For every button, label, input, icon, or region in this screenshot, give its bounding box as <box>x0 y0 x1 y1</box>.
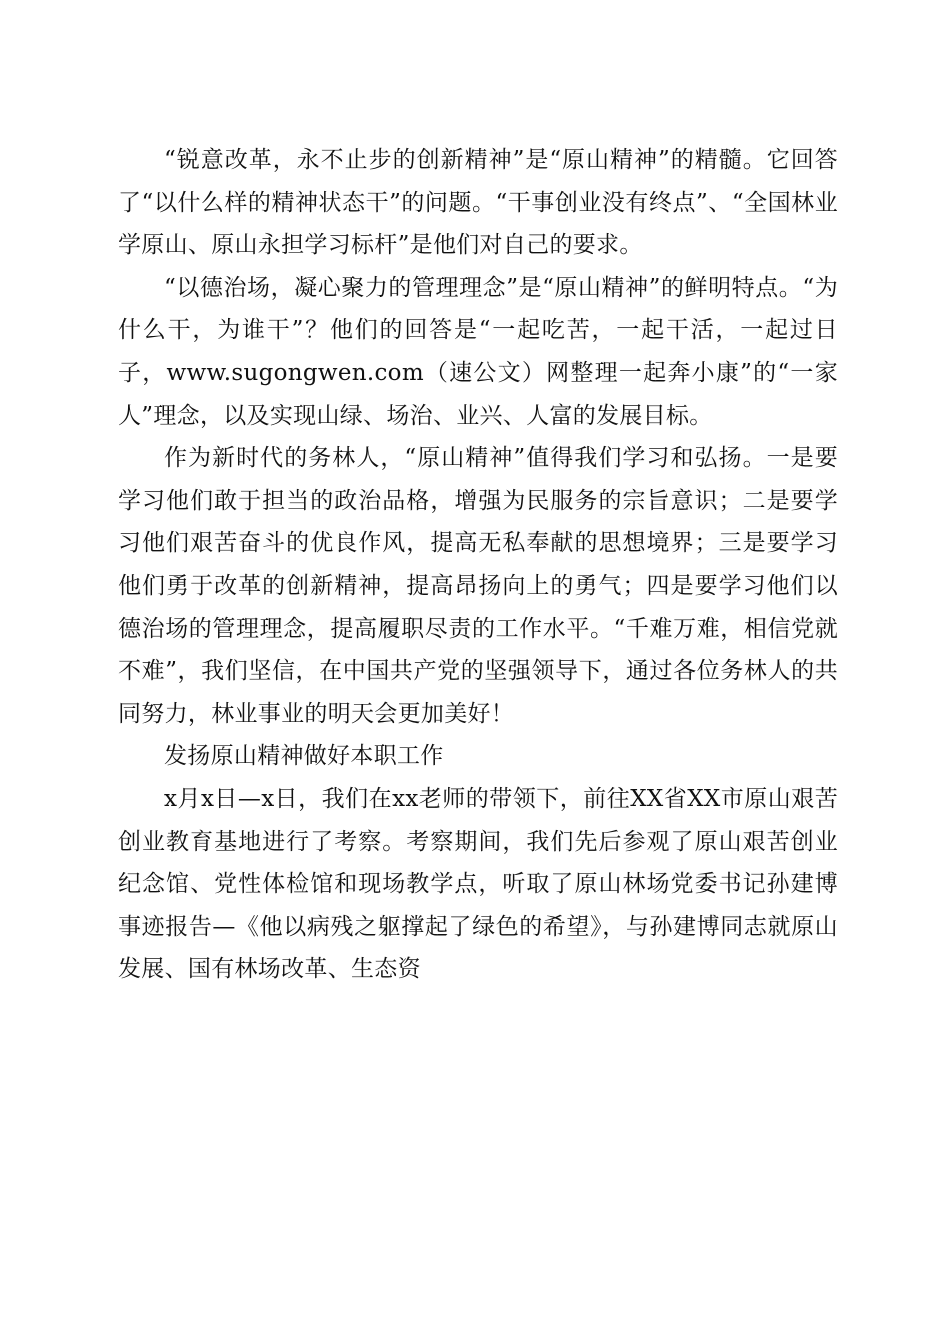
document-page <box>118 139 838 991</box>
section-title: 发扬原山精神做好本职工作 <box>164 743 444 770</box>
paragraph-learning-goals: 作为新时代的务林人，“原山精神”值得我们学习和弘扬。一是要学习他们敢于担当的政治品格，增强为民服务的宗旨意识；二是要学习他们艰苦奋斗的优良作风，提高无私奉献的思想境界；三是要学习他们勇于改革的创新精神，提高昂扬向上的勇气；四是要学习他们以德治场的管理理念，提高履职尽责的工作水平。“千难万难，相信党就不难”，我们坚信，在中国共产党的坚强领导下，通过各位务林人的共同努力，林业事业的明天会更加美好！ <box>118 445 838 727</box>
paragraph-reform-spirit: “锐意改革，永不止步的创新精神”是“原山精神”的精髓。它回答了“以什么样的精神状态干”的问题。“干事创业没有终点”、“全国林业学原山、原山永担学习标杆”是他们对自己的要求。 <box>118 147 838 259</box>
paragraph-management-philosophy: “以德治场，凝心聚力的管理理念”是“原山精神”的鲜明特点。“为什么干，为谁干”？他们的回答是“一起吃苦，一起干活，一起过日子，www.sugongwen.com（速公文）网整理一起奔小康”的“一家人”理念，以及实现山绿、场治、业兴、人富的发展目标。 <box>118 274 838 429</box>
paragraph-field-trip: x月x日—x日，我们在xx老师的带领下，前往XX省XX市原山艰苦创业教育基地进行了考察。考察期间，我们先后参观了原山艰苦创业纪念馆、党性体检馆和现场教学点，听取了原山林场党委书记孙建博事迹报告—《他以病残之躯撑起了绿色的希望》，与孙建博同志就原山发展、国有林场改革、生态资 <box>118 785 838 983</box>
